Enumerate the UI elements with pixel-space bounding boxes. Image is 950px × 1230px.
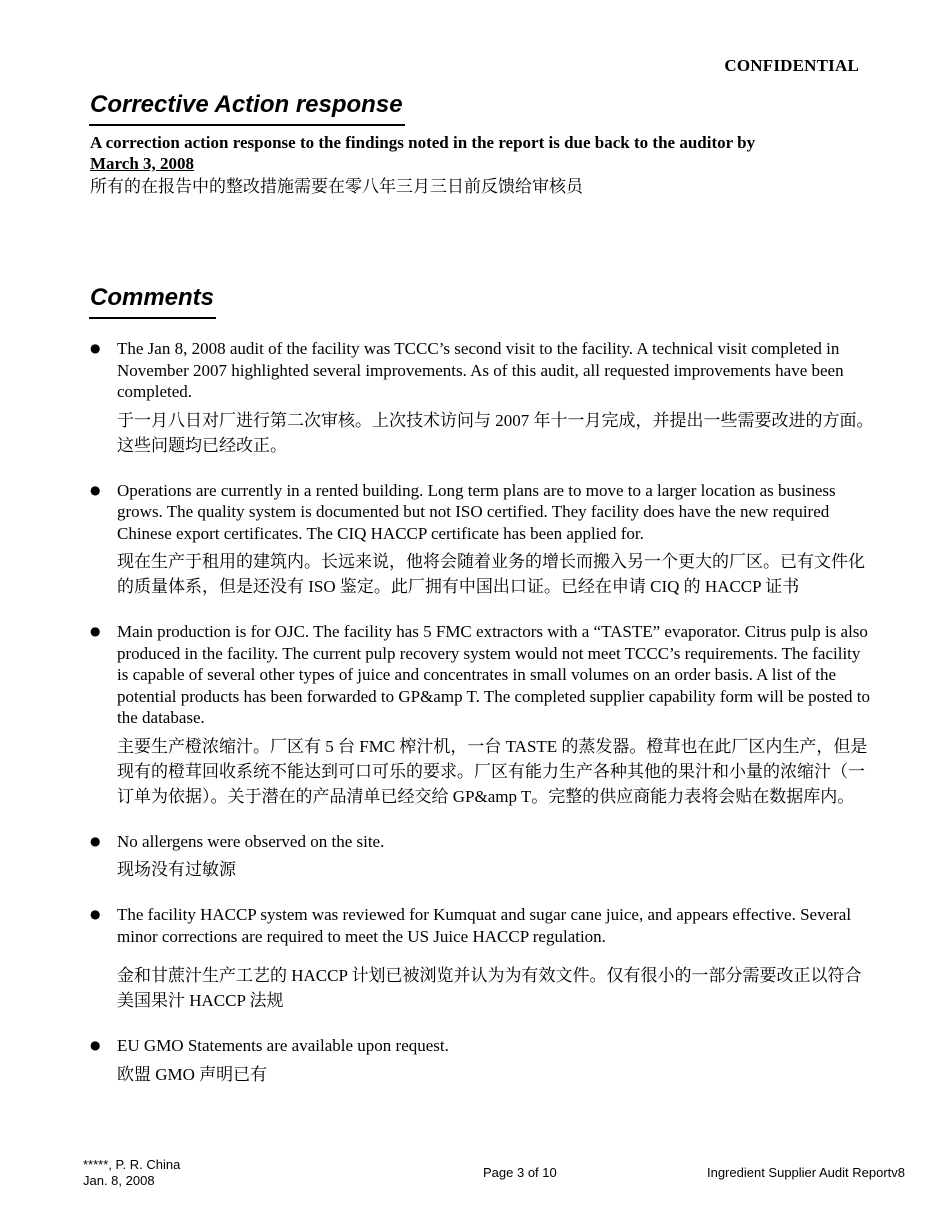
list-item: [90, 621, 875, 809]
notice-text: A correction action response to the findings noted in the report is due back to the auditor by: [90, 133, 756, 152]
comment-chinese: 欧盟 GMO 声明已有: [117, 1064, 268, 1084]
comment-chinese: 现场没有过敏源: [117, 860, 236, 879]
corrective-action-heading: [90, 90, 403, 122]
comments-title: Comments: [90, 284, 215, 311]
comment-english: The facility HACCP system was reviewed for Kumquat and sugar cane juice, and appears effective. Several minor corrections are required to meet the US Juice HACCP regulation.: [117, 905, 852, 946]
document-name: Ingredient Supplier Audit Reportv8: [706, 1165, 905, 1180]
due-date: March 3, 2008: [90, 154, 195, 173]
comments-list: [90, 338, 875, 1109]
comment-chinese: 于一月八日对厂进行第二次审核。上次技术访问与 2007 年十一月完成，并提出一些需要改进的方面。这些问题均已经改正。: [117, 410, 874, 455]
corrective-action-notice: [90, 132, 850, 199]
notice-chinese: 所有的在报告中的整改措施需要在零八年三月三日前反馈给审核员: [90, 177, 583, 196]
comment-chinese: 主要生产橙浓缩汁。厂区有 5 台 FMC 榨汁机，一台 TASTE 的蒸发器。橙茸也在此厂区内生产，但是现有的橙茸回收系统不能达到可口可乐的要求。厂区有能力生产各种其他的果汁和小量的浓缩汁（一订单为依据）。关于潜在的产品清单已经交给 GP&amp T。完整的供应商能力表将会贴在数据库内。: [117, 736, 868, 806]
bullet-icon: ●: [90, 341, 101, 355]
list-item: [90, 1035, 875, 1087]
footer-location-text: *****, P. R. China: [83, 1157, 181, 1172]
list-item: [90, 338, 875, 458]
list-item: [90, 831, 875, 883]
list-item: [90, 480, 875, 600]
footer-location: [83, 1157, 180, 1189]
list-item: [90, 904, 875, 1013]
comment-english: EU GMO Statements are available upon request.: [117, 1036, 449, 1055]
comment-chinese: 现在生产于租用的建筑内。长远来说，他将会随着业务的增长而搬入另一个更大的厂区。已有文件化的质量体系，但是还没有 ISO 鉴定。此厂拥有中国出口证。已经在申请 CIQ 的 HACCP 证书: [117, 552, 865, 596]
comment-chinese: 金和甘蔗汁生产工艺的 HACCP 计划已被浏览并认为为有效文件。仅有很小的一部分需要改正以符合美国果汁 HACCP 法规: [117, 966, 862, 1010]
comment-english: The Jan 8, 2008 audit of the facility was TCCC’s second visit to the facility. A technical visit completed in November 2007 highlighted several improvements. As of this audit, all requested improvements have been completed.: [117, 339, 844, 401]
bullet-icon: ●: [90, 907, 101, 921]
page-number: Page 3 of 10: [483, 1165, 557, 1180]
corrective-action-title: Corrective Action response: [90, 91, 403, 118]
confidential-label: CONFIDENTIAL: [724, 56, 859, 75]
heading-underline: [89, 124, 405, 126]
comment-english: Operations are currently in a rented building. Long term plans are to move to a larger location as business grows. The quality system is documented but not ISO certified. They facility does have the new required Chinese export certificates. The CIQ HACCP certificate has been applied for.: [117, 480, 836, 543]
heading-underline: [89, 317, 216, 319]
bullet-icon: ●: [90, 482, 101, 497]
comment-english: No allergens were observed on the site.: [117, 831, 385, 851]
comment-english: Main production is for OJC. The facility has 5 FMC extractors with a “TASTE” evaporator. Citrus pulp is also produced in the facility. The current pulp recovery system would not meet TCCC’s requirements. The facility is capable of several other types of juice and concentrates in small volumes on an order basis. A list of the potential products has been forwarded to GP&amp T. The completed supplier capability form will be posted to the database.: [117, 622, 871, 727]
bullet-icon: ●: [90, 833, 101, 848]
bullet-icon: ●: [90, 1038, 101, 1052]
comments-heading: [90, 283, 214, 315]
footer-date: Jan. 8, 2008: [83, 1173, 155, 1188]
bullet-icon: ●: [90, 624, 101, 638]
